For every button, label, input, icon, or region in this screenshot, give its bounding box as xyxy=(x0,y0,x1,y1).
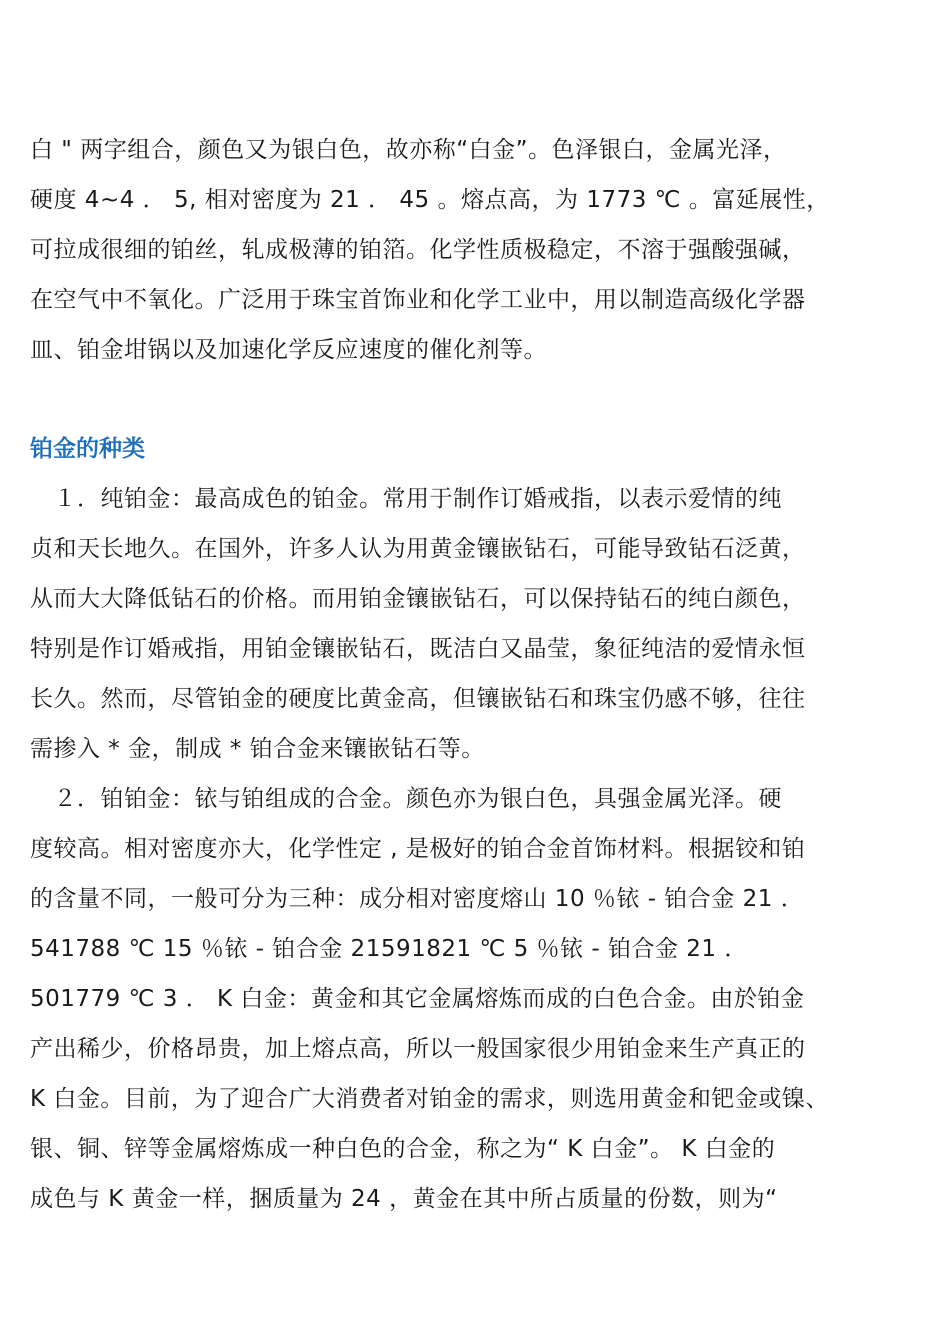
body-line-8: 度较高。相对密度亦大，化学性定 , 是极好的铂合金首饰材料。根据铰和铂 xyxy=(30,836,806,862)
body-line-5: 长久。然而，尽管铂金的硬度比黄金高，但镶嵌钻石和珠宝仍感不够，往往 xyxy=(30,686,806,712)
intro-line-3: 可拉成很细的铂丝，轧成极薄的铂箔。化学性质极稳定，不溶于强酸强碱， xyxy=(30,237,806,263)
body-line-4: 特别是作订婚戒指，用铂金镶嵌钻石，既洁白又晶莹，象征纯洁的爱情永恒 xyxy=(30,636,806,662)
body-line-1: １．纯铂金：最高成色的铂金。常用于制作订婚戒指，以表示爱情的纯 xyxy=(30,486,782,512)
body-line-15: 成色与 K 黄金一样，捆质量为 24 ，黄金在其中所占质量的份数，则为“ xyxy=(30,1186,778,1212)
body-line-9: 的含量不同，一般可分为三种：成分相对密度熔山 10 ％铱 - 铂合金 21 ． xyxy=(30,886,805,912)
body-line-7: ２．铂铂金：铱与铂组成的合金。颜色亦为银白色，具强金属光泽。硬 xyxy=(30,786,782,812)
body-line-11: 501779 ℃ 3 ． K 白金：黄金和其它金属熔炼而成的白色合金。由於铂金 xyxy=(30,986,805,1012)
intro-line-4: 在空气中不氧化。广泛用于珠宝首饰业和化学工业中，用以制造高级化学器 xyxy=(30,287,806,313)
intro-line-5: 皿、铂金坩锅以及加速化学反应速度的催化剂等。 xyxy=(30,337,547,363)
body-line-13: K 白金。目前，为了迎合广大消费者对铂金的需求，则选用黄金和钯金或镍、 xyxy=(30,1086,829,1112)
body-line-6: 需掺入 * 金，制成 * 铂合金来镶嵌钻石等。 xyxy=(30,736,485,762)
body-line-2: 贞和天长地久。在国外，许多人认为用黄金镶嵌钻石，可能导致钻石泛黄， xyxy=(30,536,806,562)
intro-line-2: 硬度 4~4 ． 5, 相对密度为 21 ． 45 。熔点高，为 1773 ℃ 。富延展性， xyxy=(30,187,830,213)
section-heading: 铂金的种类 xyxy=(30,436,145,462)
intro-line-1: 白 " 两字组合，颜色又为银白色，故亦称“白金”。色泽银白，金属光泽， xyxy=(30,137,787,163)
body-line-3: 从而大大降低钻石的价格。而用铂金镶嵌钻石，可以保持钻石的纯白颜色， xyxy=(30,586,806,612)
body-line-10: 541788 ℃ 15 ％铱 - 铂合金 21591821 ℃ 5 ％铱 - 铂合金 21 ． xyxy=(30,936,748,962)
body-line-14: 银、铜、锌等金属熔炼成一种白色的合金，称之为“ K 白金”。 K 白金的 xyxy=(30,1136,776,1162)
body-line-12: 产出稀少，价格昂贵，加上熔点高，所以一般国家很少用铂金来生产真正的 xyxy=(30,1036,806,1062)
